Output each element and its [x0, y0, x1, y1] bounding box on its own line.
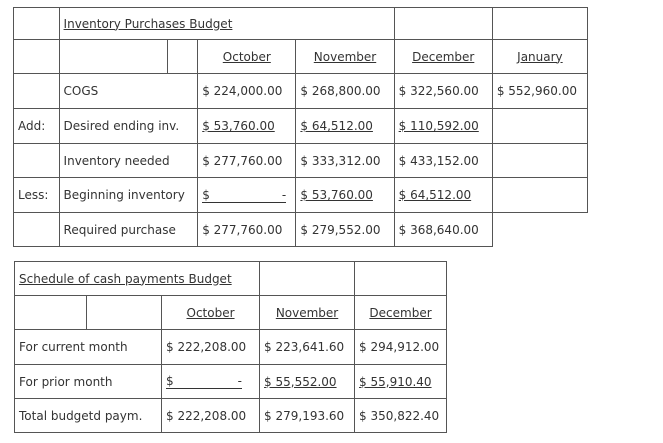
table-row — [14, 74, 588, 109]
value-cell: $ 368,640.00 — [394, 213, 492, 247]
blank-entry: $ - — [202, 187, 287, 202]
value-cell: $ 55,910.40 — [355, 365, 447, 399]
header-november: November — [296, 40, 394, 74]
value-cell: $ 64,512.00 — [394, 178, 492, 213]
row-label: Inventory needed — [59, 144, 198, 178]
row-label: Total budgetd paym. — [15, 399, 162, 433]
value-cell: $ 277,760.00 — [198, 144, 296, 178]
value-cell: $ 279,193.60 — [260, 399, 355, 433]
row-prefix: Less: — [14, 178, 60, 213]
value-cell — [492, 144, 587, 178]
table-row — [14, 178, 588, 213]
purchases-title: Inventory Purchases Budget — [63, 16, 233, 31]
empty-cell — [167, 40, 197, 74]
table-row — [14, 144, 588, 178]
empty-cell — [394, 8, 492, 40]
row-label: For prior month — [15, 365, 162, 399]
value-cell: $ 55,552.00 — [260, 365, 355, 399]
empty-cell — [355, 262, 447, 296]
empty-cell — [260, 262, 355, 296]
value-cell: $ 294,912.00 — [355, 330, 447, 365]
row-label: Required purchase — [59, 213, 198, 247]
empty-cell — [14, 8, 60, 40]
table-row — [15, 365, 447, 399]
value-cell — [492, 178, 587, 213]
row-label: Desired ending inv. — [59, 109, 198, 144]
value-cell: $ 222,208.00 — [162, 399, 260, 433]
inventory-purchases-table — [13, 7, 588, 247]
row-prefix — [14, 213, 60, 247]
row-label: Beginning inventory — [59, 178, 198, 213]
cash-payments-table — [14, 261, 447, 433]
payments-title-cell — [15, 262, 260, 296]
value-cell — [492, 213, 587, 247]
table-row — [14, 213, 588, 247]
row-label: For current month — [15, 330, 162, 365]
purchases-title-cell — [59, 8, 394, 40]
value-cell: $ 433,152.00 — [394, 144, 492, 178]
value-cell: $ 110,592.00 — [394, 109, 492, 144]
row-prefix: Add: — [14, 109, 60, 144]
empty-cell — [59, 40, 167, 74]
value-cell: $ 53,760.00 — [296, 178, 394, 213]
value-cell: $ 350,822.40 — [355, 399, 447, 433]
table-row — [15, 330, 447, 365]
value-cell: $ 224,000.00 — [198, 74, 296, 109]
value-cell — [492, 109, 587, 144]
header-october: October — [198, 40, 296, 74]
value-cell: $ 277,760.00 — [198, 213, 296, 247]
value-cell — [198, 178, 296, 213]
empty-cell — [492, 8, 587, 40]
empty-cell — [14, 40, 60, 74]
blank-entry: $ - — [166, 374, 242, 388]
header-january: January — [492, 40, 587, 74]
value-cell — [162, 365, 260, 399]
value-cell: $ 53,760.00 — [198, 109, 296, 144]
value-cell: $ 552,960.00 — [492, 74, 587, 109]
value-cell: $ 223,641.60 — [260, 330, 355, 365]
value-cell: $ 268,800.00 — [296, 74, 394, 109]
empty-cell — [87, 296, 162, 330]
table-row — [15, 399, 447, 433]
header-october: October — [162, 296, 260, 330]
header-december: December — [394, 40, 492, 74]
value-cell: $ 64,512.00 — [296, 109, 394, 144]
value-cell: $ 279,552.00 — [296, 213, 394, 247]
row-label: COGS — [59, 74, 198, 109]
row-prefix — [14, 74, 60, 109]
value-cell: $ 333,312.00 — [296, 144, 394, 178]
header-december: December — [355, 296, 447, 330]
value-cell: $ 322,560.00 — [394, 74, 492, 109]
payments-title: Schedule of cash payments Budget — [19, 271, 232, 286]
value-cell: $ 222,208.00 — [162, 330, 260, 365]
row-prefix — [14, 144, 60, 178]
header-november: November — [260, 296, 355, 330]
empty-cell — [15, 296, 87, 330]
table-row — [14, 109, 588, 144]
